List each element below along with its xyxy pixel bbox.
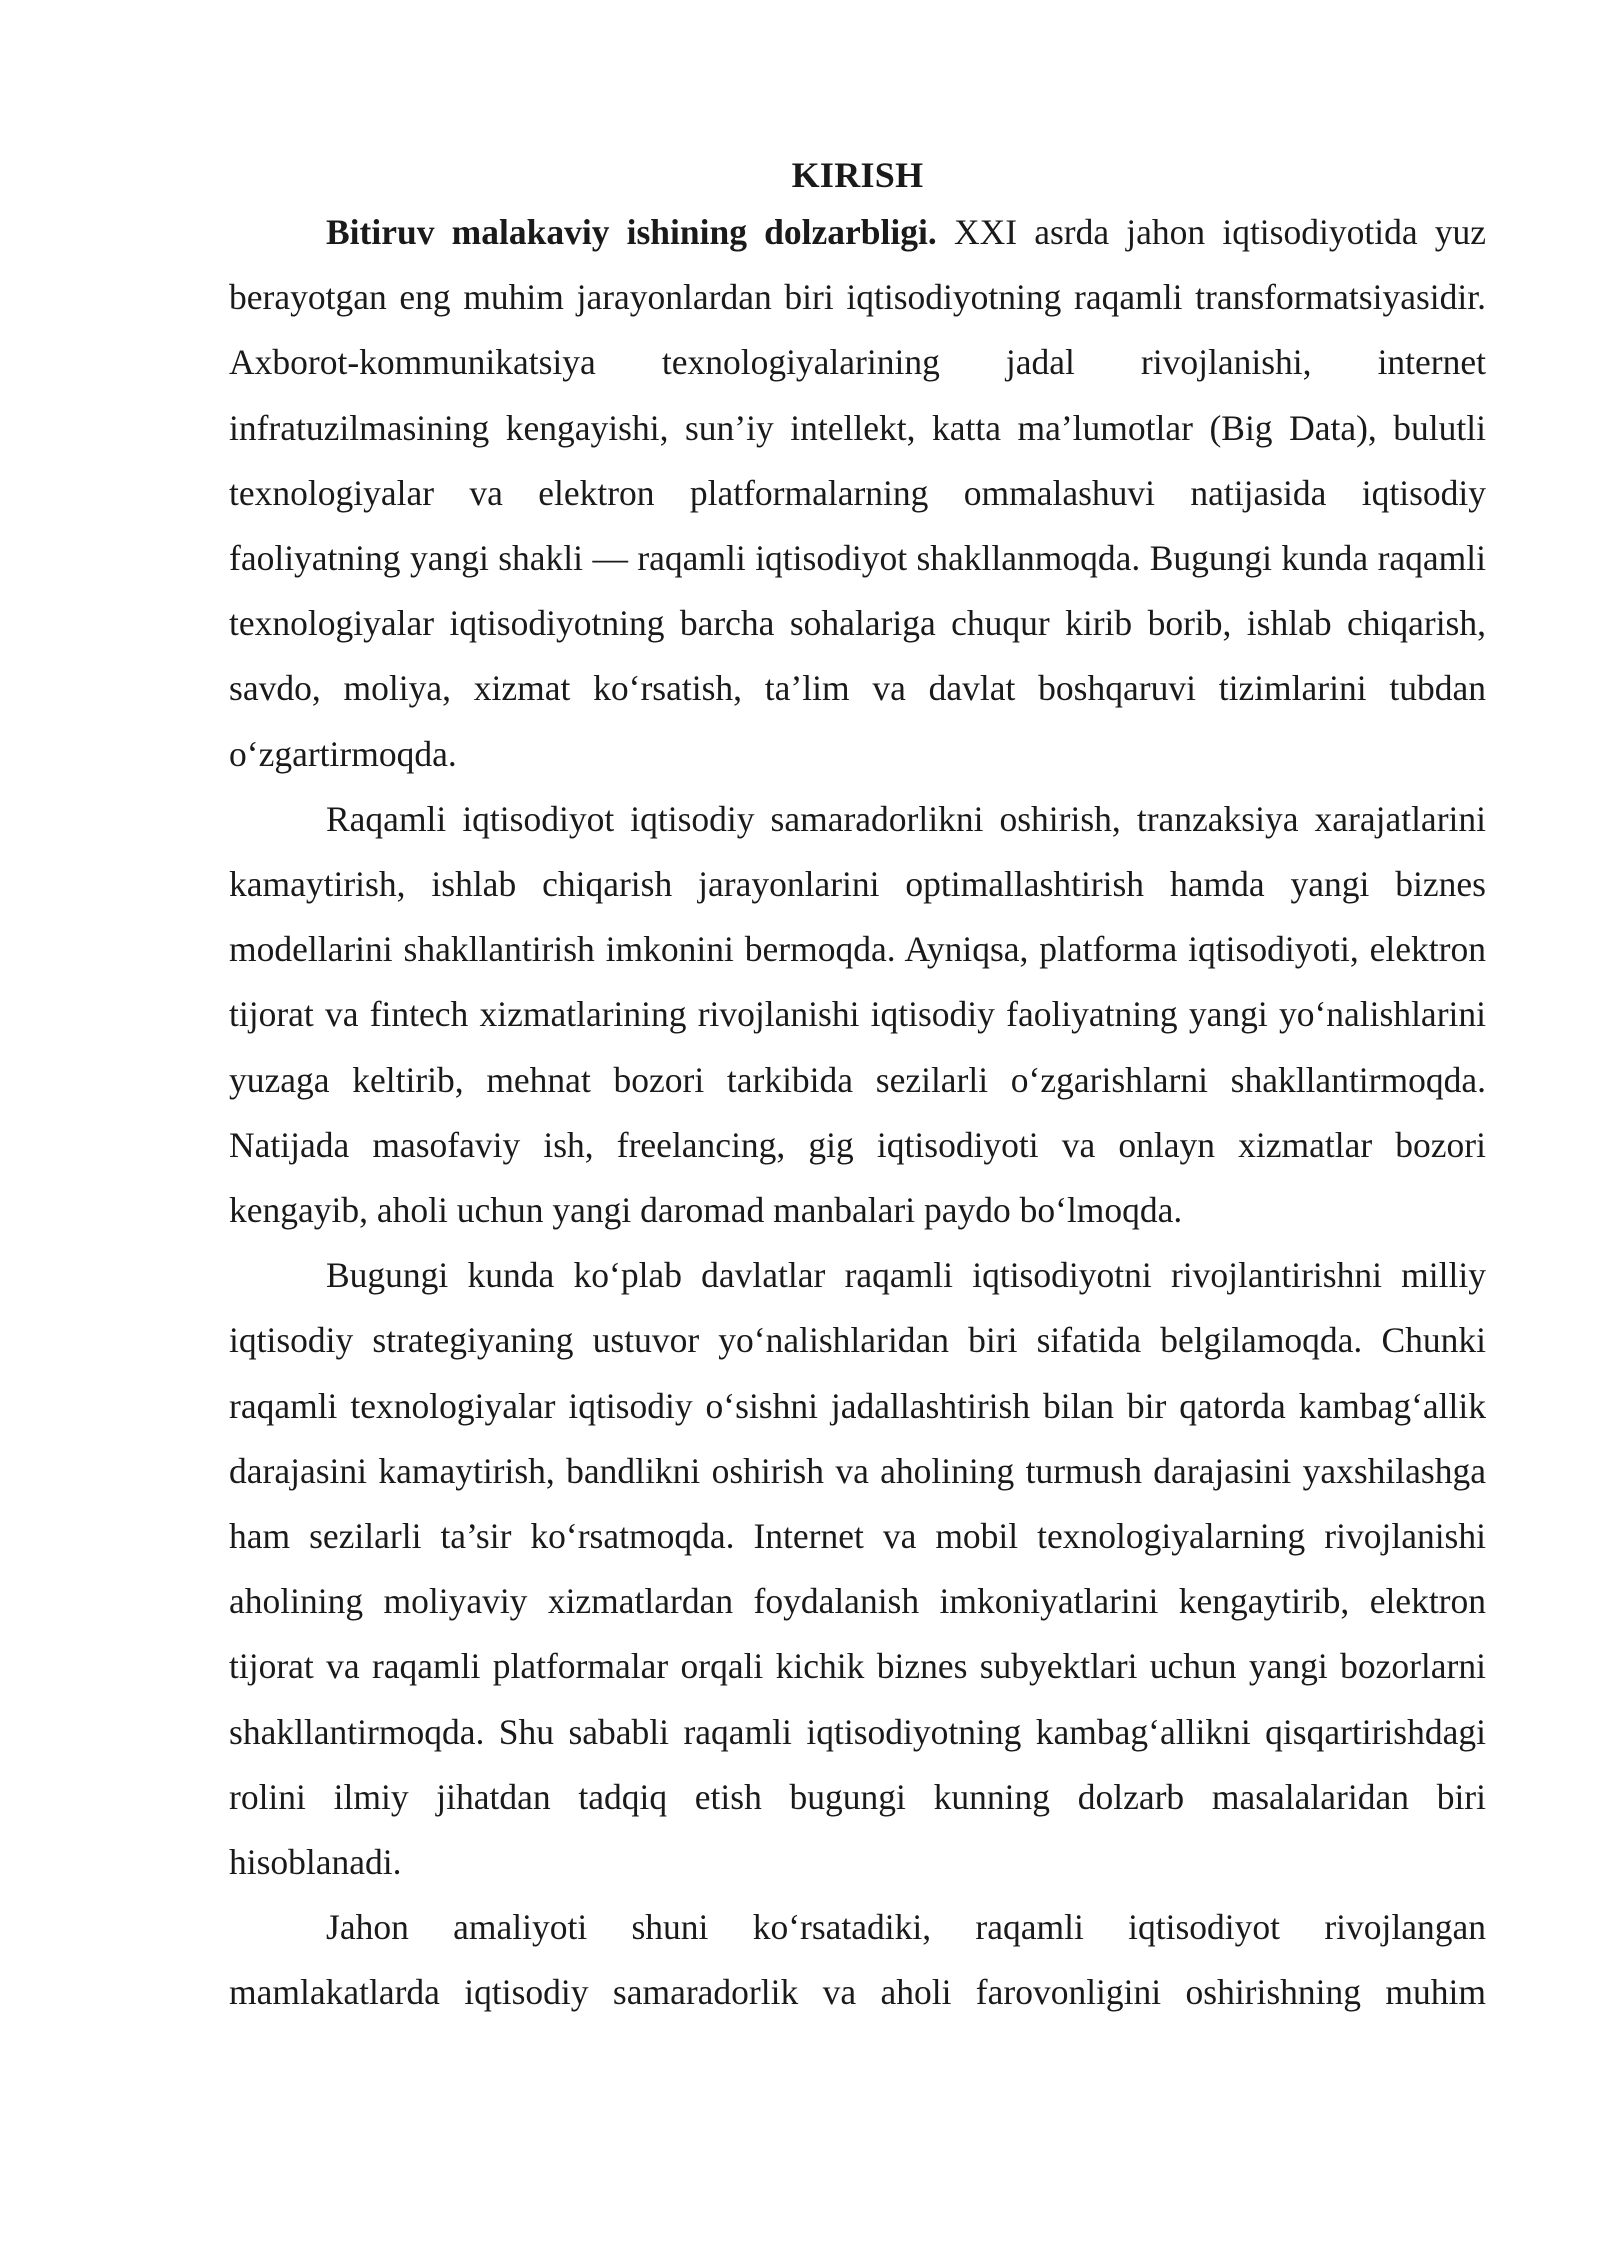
paragraph-national-strategy bbox=[229, 1243, 1486, 1895]
paragraph-digital-economy bbox=[229, 787, 1486, 1243]
paragraph-lead: Bitiruv malakaviy ishining dolzarbligi. bbox=[326, 212, 937, 252]
paragraph-text: Bugungi kunda ko‘plab davlatlar raqamli iqtisodiyotni rivojlantirishni milliy iqtisodiy strategiyaning ustuvor yo‘nalishlaridan biri sifatida belgilamoqda. Chunki raqamli texnologiyalar iqtisodiy o‘sishni jadallashtirish bilan bir qatorda kambag‘allik darajasini kamaytirish, bandlikni oshirish va aholining turmush darajasini yaxshilashga ham sezilarli ta’sir ko‘rsatmoqda. Internet va mobil texnologiyalarning rivojlanishi aholining moliyaviy xizmatlardan foydalanish imkoniyatlarini kengaytirib, elektron tijorat va raqamli platformalar orqali kichik biznes subyektlari uchun yangi bozorlarni shakllantirmoqda. Shu sababli raqamli iqtisodiyotning kambag‘allikni qisqartirishdagi rolini ilmiy jihatdan tadqiq etish bugungi kunning dolzarb masalalaridan biri hisoblanadi. bbox=[229, 1255, 1486, 1883]
paragraph-relevance bbox=[229, 200, 1486, 787]
paragraph-text: XXI asrda jahon iqtisodiyotida yuz berayotgan eng muhim jarayonlardan biri iqtisodiyotning raqamli transformatsiyasidir. Axborot-kommunikatsiya texnologiyalarining jadal rivojlanishi, internet infratuzilmasining kengayishi, sun’iy intellekt, katta ma’lumotlar (Big Data), bulutli texnologiyalar va elektron platformalarning ommalashuvi natijasida iqtisodiy faoliyatning yangi shakli — raqamli iqtisodiyot shakllanmoqda. Bugungi kunda raqamli texnologiyalar iqtisodiyotning barcha sohalariga chuqur kirib borib, ishlab chiqarish, savdo, moliya, xizmat ko‘rsatish, ta’lim va davlat boshqaruvi tizimlarini tubdan o‘zgartirmoqda. bbox=[229, 212, 1487, 774]
document-heading: KIRISH bbox=[791, 155, 924, 195]
paragraph-world-practice bbox=[229, 1895, 1486, 2025]
paragraph-text: Jahon amaliyoti shuni ko‘rsatadiki, raqamli iqtisodiyot rivojlangan mamlakatlarda iqtisodiy samaradorlik va aholi farovonligini oshirishning muhim bbox=[229, 1907, 1486, 2013]
paragraph-text: Raqamli iqtisodiyot iqtisodiy samaradorlikni oshirish, tranzaksiya xarajatlarini kamaytirish, ishlab chiqarish jarayonlarini optimallashtirish hamda yangi biznes modellarini shakllantirish imkonini bermoqda. Ayniqsa, platforma iqtisodiyoti, elektron tijorat va fintech xizmatlarining rivojlanishi iqtisodiy faoliyatning yangi yo‘nalishlarini yuzaga keltirib, mehnat bozori tarkibida sezilarli o‘zgarishlarni shakllantirmoqda. Natijada masofaviy ish, freelancing, gig iqtisodiyoti va onlayn xizmatlar bozori kengayib, aholi uchun yangi daromad manbalari paydo bo‘lmoqda. bbox=[229, 798, 1486, 1231]
document-page bbox=[229, 150, 1486, 2026]
